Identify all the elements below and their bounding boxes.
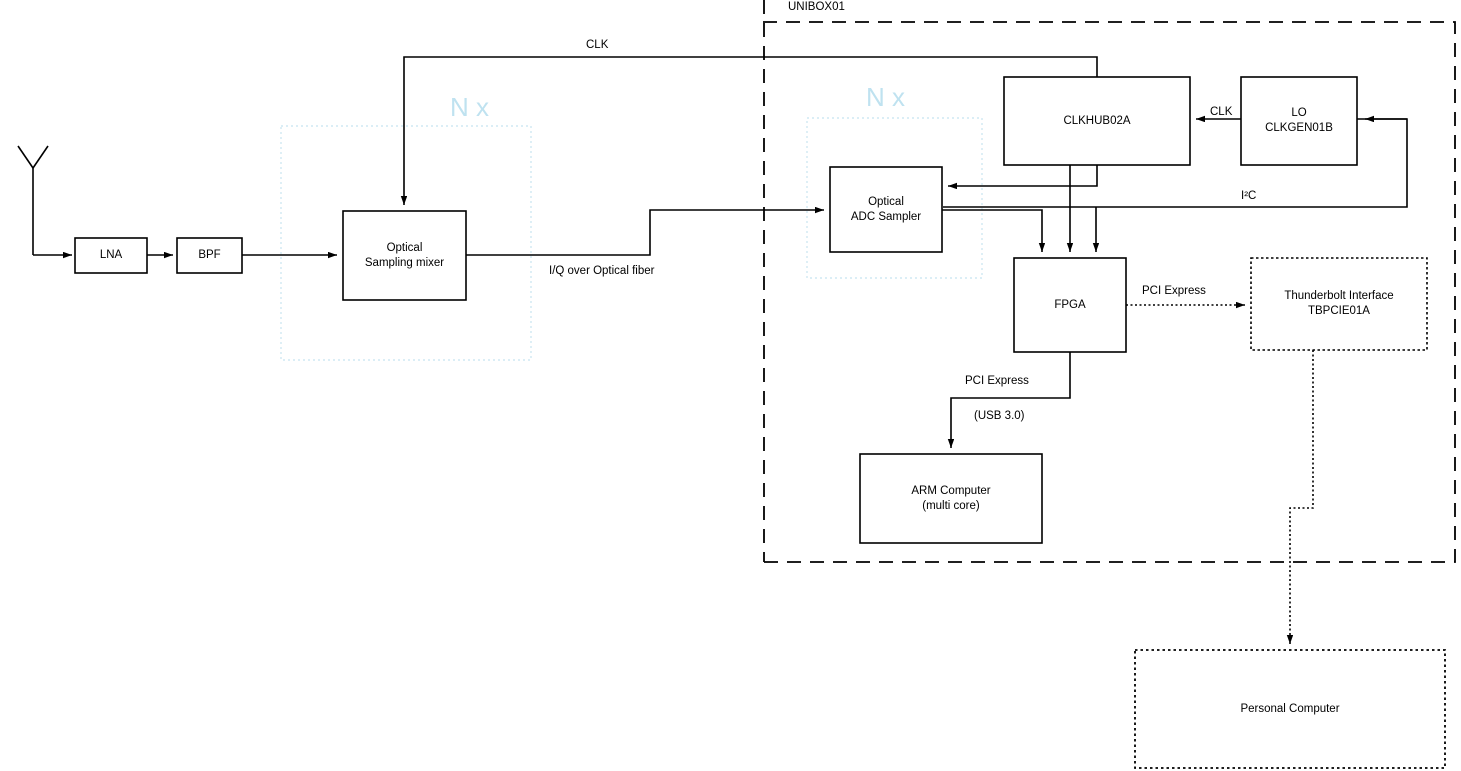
- nx-label-right: N x: [866, 82, 905, 112]
- block-label-lo-clkgen01b: LO CLKGEN01B: [1265, 107, 1333, 134]
- edge-label-i2c: I²C: [1241, 190, 1257, 202]
- block-label-clkhub02a: CLKHUB02A: [1063, 114, 1131, 127]
- edge-label-clk-lo: CLK: [1210, 106, 1233, 118]
- block-label-arm-computer: ARM Computer (multi core): [911, 484, 991, 512]
- edge-label-iq-fiber: I/Q over Optical fiber: [549, 265, 655, 277]
- block-label-personal-computer: Personal Computer: [1240, 702, 1340, 715]
- edge-label-clk-top: CLK: [586, 39, 609, 51]
- antenna-icon: [18, 146, 48, 255]
- block-label-lna: LNA: [99, 249, 123, 262]
- block-label-bpf: BPF: [198, 249, 221, 262]
- block-label-thunderbolt: Thunderbolt Interface TBPCIE01A: [1284, 290, 1394, 317]
- enclosure-title: UNIBOX01: [788, 1, 845, 13]
- nx-label-left: N x: [450, 92, 489, 122]
- block-label-optical-sampling-mixer: Optical Sampling mixer: [364, 241, 445, 269]
- edge-label-pcie-arm: PCI Express: [965, 375, 1029, 387]
- edge-label-usb3: (USB 3.0): [974, 410, 1025, 422]
- block-label-optical-adc-sampler: Optical ADC Sampler: [850, 195, 922, 223]
- edge-label-pcie-thunderbolt: PCI Express: [1142, 285, 1206, 297]
- block-label-fpga: FPGA: [1054, 298, 1086, 311]
